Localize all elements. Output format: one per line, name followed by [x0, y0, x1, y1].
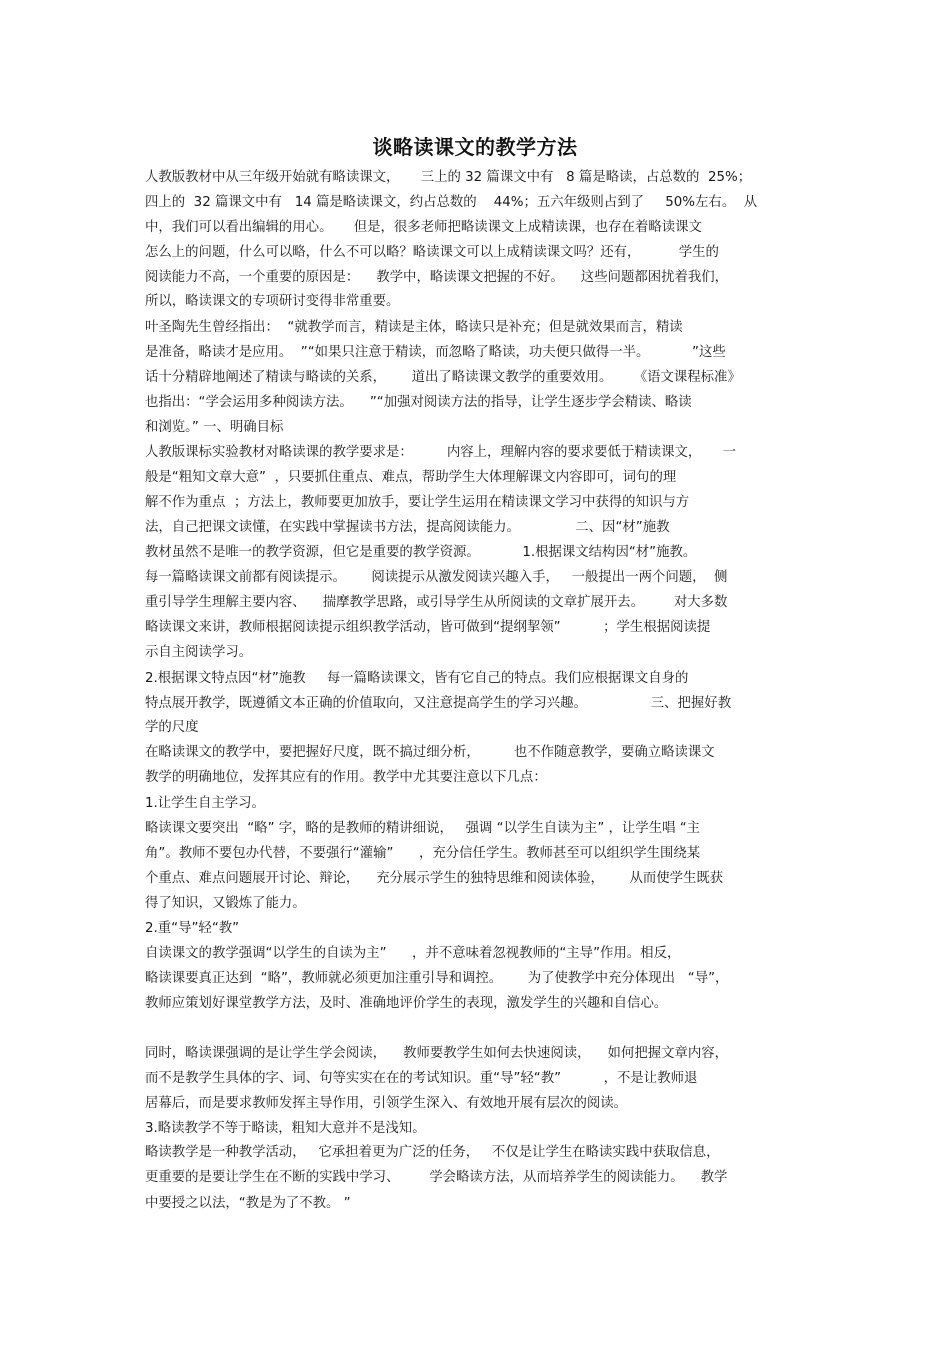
- text-line: 阅读能力不高，一个重要的原因是： 教学中，略读课文把握的不好。 这些问题都困扰着我们，: [145, 270, 729, 285]
- text-line: 同时，略读课强调的是让学生学会阅读， 教师要教学生如何去快速阅读， 如何把握文章内容，: [145, 1046, 729, 1061]
- text-line: 个重点、难点问题展开讨论、辩论， 充分展示学生的独特思维和阅读体验， 从而使学生既获: [145, 871, 724, 886]
- text-line: 得了知识，又锻炼了能力。: [145, 896, 306, 911]
- text-line: 略读课要真正达到 “略”，教师就必须更加注重引导和调控。 为了使教学中充分体现出 “导”，: [145, 971, 729, 986]
- text-line: 教师应策划好课堂教学方法，及时、准确地评价学生的表现，激发学生的兴趣和自信心。: [145, 996, 668, 1011]
- text-line: 教材虽然不是唯一的教学资源，但它是重要的教学资源。 1.根据课文结构因“材”施教。: [145, 545, 697, 560]
- text-line: 在略读课文的教学中，要把握好尺度，既不搞过细分析， 也不作随意教学，要确立略读课文: [145, 745, 715, 760]
- text-line: 3.略读教学不等于略读，粗知大意并不是浅知。: [145, 1121, 426, 1136]
- text-line: 所以，略读课文的专项研讨变得非常重要。: [145, 294, 400, 309]
- text-line: 学的尺度: [145, 720, 199, 735]
- text-line: 特点展开教学，既遵循文本正确的价值取向，又注意提高学生的学习兴趣。 三、把握好教: [145, 696, 732, 711]
- text-line: 中要授之以法，“教是为了不教。 ”: [145, 1196, 351, 1211]
- text-line: 更重要的是要让学生在不断的实践中学习、 学会略读方法，从而培养学生的阅读能力。 教学: [145, 1170, 728, 1185]
- text-line: 略读教学是一种教学活动， 它承担着更为广泛的任务， 不仅是让学生在略读实践中获取信息，: [145, 1145, 720, 1160]
- text-line: 角”。教师不要包办代替，不要强行“灌输” ，充分信任学生。教师甚至可以组织学生围绕某: [145, 846, 701, 861]
- text-line: 怎么上的问题，什么可以略，什么不可以略？略读课文可以上成精读课文吗？还有， 学生的: [145, 245, 719, 260]
- text-line: 略读课文来讲，教师根据阅读提示组织教学活动，皆可做到“提纲挈领” ；学生根据阅读提: [145, 620, 711, 635]
- text-line: 2.根据课文特点因“材”施教 每一篇略读课文，皆有它自己的特点。我们应根据课文自身的: [145, 671, 689, 686]
- text-line: 话十分精辟地阐述了精读与略读的关系， 道出了略读课文教学的重要效用。 《语文课程标准》: [145, 370, 741, 385]
- text-line: 是准备，略读才是应用。 ”“如果只注意于精读，而忽略了略读，功夫便只做得一半。 ”这些: [145, 345, 726, 360]
- text-line: 略读课文要突出 “略” 字，略的是教师的精讲细说， 强调 “以学生自读为主” ，让学生唱 “主: [145, 821, 701, 836]
- text-line: 居幕后，而是要求教师发挥主导作用，引领学生深入、有效地开展有层次的阅读。: [145, 1096, 628, 1111]
- text-line: 法，自己把课文读懂，在实践中掌握读书方法，提高阅读能力。 二、因“材”施教: [145, 520, 670, 535]
- text-line: 2.重“导”轻“教”: [145, 921, 240, 936]
- text-line: 也指出：“学会运用多种阅读方法。 ”“加强对阅读方法的指导，让学生逐步学会精读、略读: [145, 395, 692, 410]
- text-line: 1.让学生自主学习。: [145, 796, 265, 811]
- text-line: 人教版课标实验教材对略读课的教学要求是： 内容上，理解内容的要求要低于精读课文， 一: [145, 445, 736, 460]
- text-line: 教学的明确地位，发挥其应有的作用。教学中尤其要注意以下几点：: [145, 770, 547, 785]
- text-line: 示自主阅读学习。: [145, 645, 253, 660]
- text-line: 重引导学生理解主要内容、 揣摩教学思路，或引导学生从所阅读的文章扩展开去。 对大多数: [145, 595, 728, 610]
- text-line: 而不是教学生具体的字、词、句等实实在在的考试知识。重“导”轻“教” ，不是让教师退: [145, 1071, 698, 1086]
- text-line: 般是“粗知文章大意” ，只要抓住重点、难点，帮助学生大体理解课文内容即可，词句的理: [145, 470, 677, 485]
- text-line: 每一篇略读课文前都有阅读提示。 阅读提示从激发阅读兴趣入手， 一般提出一两个问题， 侧: [145, 570, 728, 585]
- text-line: 人教版教材中从三年级开始就有略读课文， 三上的 32 篇课文中有 8 篇是略读，占总数的 25%；: [145, 170, 752, 185]
- text-line: 中，我们可以看出编辑的用心。 但是，很多老师把略读课文上成精读课，也存在着略读课文: [145, 220, 702, 235]
- text-line: 自读课文的教学强调“以学生的自读为主” ，并不意味着忽视教师的“主导”作用。相反，: [145, 946, 681, 961]
- text-line: 四上的 32 篇课文中有 14 篇是略读课文，约占总数的 44%；五六年级则占到了 50%左右。 从: [145, 195, 758, 210]
- text-line: 叶圣陶先生曾经指出： “就教学而言，精读是主体，略读只是补充；但是就效果而言，精读: [145, 320, 683, 335]
- text-line: 和浏览。” 一、明确目标: [145, 420, 284, 435]
- text-line: 解不作为重点 ；方法上，教师要更加放手，要让学生运用在精读课文学习中获得的知识与方: [145, 495, 690, 510]
- document-title: 谈略读课文的教学方法: [372, 135, 578, 159]
